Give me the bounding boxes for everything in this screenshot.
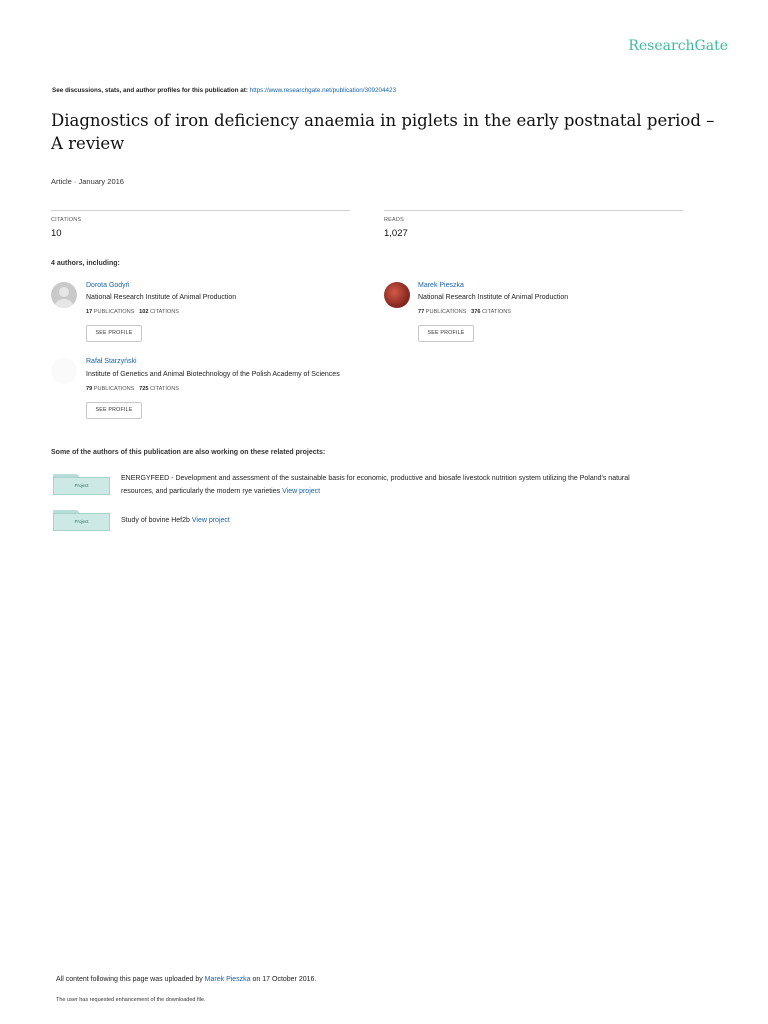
project-text-line: ENERGYFEED - Development and assessment of the sustainable basis for economic, productive and biosafe livestock nutrition system utilizing the Poland's natural bbox=[121, 475, 630, 482]
publication-url-link[interactable]: https://www.researchgate.net/publication/309204423 bbox=[249, 87, 397, 94]
discussion-text: See discussions, stats, and author profiles for this publication at: bbox=[52, 87, 248, 94]
author-institution: National Research Institute of Animal Production bbox=[86, 294, 237, 301]
enhancement-note: The user has requested enhancement of the downloaded file. bbox=[56, 997, 206, 1003]
avatar[interactable] bbox=[51, 282, 77, 308]
upload-prefix: All content following this page was uploaded by bbox=[56, 976, 203, 983]
publication-title: Diagnostics of iron deficiency anaemia in piglets in the early postnatal period – A review bbox=[51, 111, 715, 153]
publications-label: PUBLICATIONS bbox=[93, 386, 135, 392]
related-projects-heading: Some of the authors of this publication are also working on these related projects: bbox=[51, 449, 326, 456]
researchgate-logo[interactable]: ResearchGate bbox=[628, 38, 728, 54]
citations-label: CITATIONS bbox=[482, 309, 512, 315]
avatar[interactable] bbox=[384, 282, 410, 308]
author-stats bbox=[86, 386, 179, 392]
view-project-link[interactable]: View project bbox=[282, 488, 321, 495]
view-project-link[interactable]: View project bbox=[191, 517, 230, 524]
citations-divider bbox=[51, 210, 350, 211]
project-folder-icon[interactable] bbox=[53, 510, 110, 530]
person-icon bbox=[51, 282, 77, 308]
see-profile-button[interactable]: SEE PROFILE bbox=[86, 402, 142, 419]
author-stats bbox=[86, 309, 179, 315]
publications-label: PUBLICATIONS bbox=[93, 309, 135, 315]
reads-divider bbox=[384, 210, 683, 211]
discussion-line bbox=[52, 87, 396, 94]
reads-value: 1,027 bbox=[384, 228, 408, 239]
citations-value: 10 bbox=[51, 228, 62, 239]
see-profile-button[interactable]: SEE PROFILE bbox=[86, 325, 142, 342]
project-description bbox=[121, 514, 230, 527]
author-name-link[interactable]: Rafał Starzyński bbox=[86, 358, 137, 365]
author-name-link[interactable]: Dorota Godyń bbox=[86, 282, 130, 289]
upload-note bbox=[56, 976, 316, 983]
citations-count: 725 bbox=[139, 386, 149, 392]
upload-suffix: on 17 October 2016. bbox=[252, 976, 317, 983]
author-institution: National Research Institute of Animal Production bbox=[418, 294, 569, 301]
citations-count: 376 bbox=[471, 309, 481, 315]
project-text-line2 bbox=[121, 485, 721, 498]
citations-label: CITATIONS bbox=[150, 386, 180, 392]
reads-label: READS bbox=[384, 217, 404, 223]
publications-label: PUBLICATIONS bbox=[425, 309, 467, 315]
author-name-link[interactable]: Marek Pieszka bbox=[418, 282, 464, 289]
project-text: resources, and particularly the modern rye varieties bbox=[121, 488, 281, 495]
publications-count: 79 bbox=[86, 386, 93, 392]
author-stats bbox=[418, 309, 511, 315]
citations-label: CITATIONS bbox=[150, 309, 180, 315]
citations-count: 102 bbox=[139, 309, 149, 315]
project-description bbox=[121, 472, 721, 498]
project-icon-label: Project bbox=[74, 483, 89, 488]
citations-label: CITATIONS bbox=[51, 217, 82, 223]
author-institution: Institute of Genetics and Animal Biotechnology of the Polish Academy of Sciences bbox=[86, 371, 340, 378]
publications-count: 77 bbox=[418, 309, 425, 315]
project-folder-icon[interactable] bbox=[53, 474, 110, 494]
see-profile-button[interactable]: SEE PROFILE bbox=[418, 325, 474, 342]
authors-heading: 4 authors, including: bbox=[51, 260, 120, 267]
publications-count: 17 bbox=[86, 309, 93, 315]
project-icon-label: Project bbox=[74, 519, 89, 524]
uploader-link[interactable]: Marek Pieszka bbox=[204, 976, 251, 983]
avatar[interactable] bbox=[51, 358, 77, 384]
project-text: Study of bovine Hef2b bbox=[121, 517, 190, 524]
publication-meta: Article · January 2016 bbox=[51, 177, 124, 186]
